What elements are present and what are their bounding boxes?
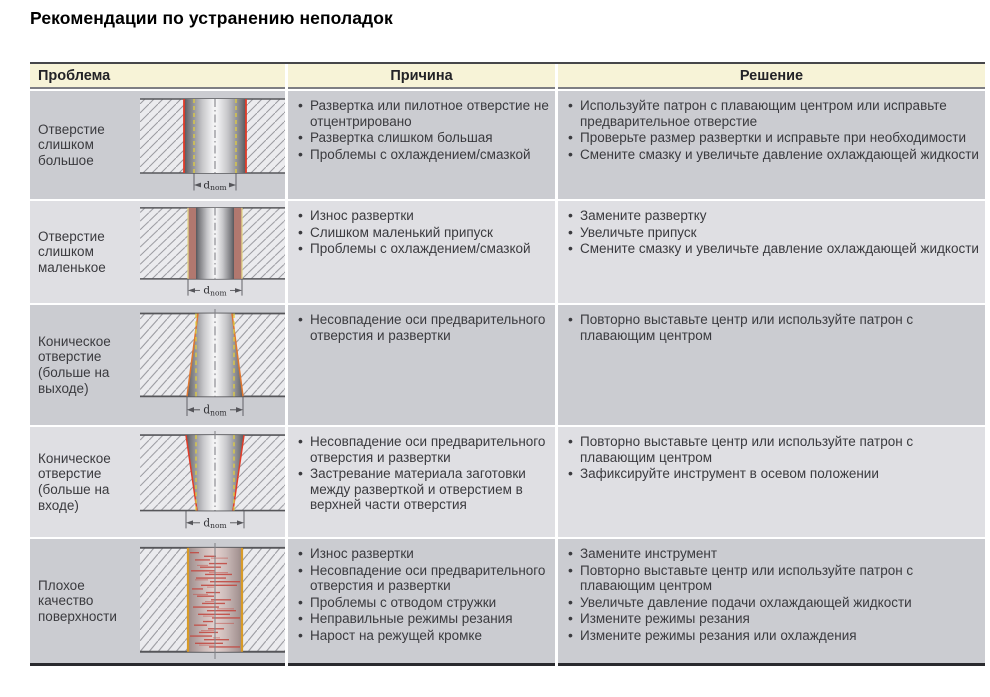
dnom-dimension-label: dnom [203, 517, 227, 531]
solution-list [558, 305, 985, 348]
page-title: Рекомендации по устранению неполадок [30, 8, 393, 28]
column-header-cause: Причина [288, 64, 555, 89]
taper-larger-at-exit-diagram [140, 309, 285, 421]
solution-list [558, 91, 985, 167]
hole-diagram [140, 91, 285, 199]
solution-list [558, 201, 985, 262]
residual-material [234, 208, 242, 279]
dnom-dimension-label: dnom [203, 284, 227, 298]
hole-diagram [140, 427, 285, 537]
table-row [30, 539, 985, 666]
problem-label: Коническое отверстие (больше на выходе) [38, 333, 111, 396]
solution-item: • Увеличьте припуск [567, 225, 979, 241]
cause-item: • Неправильные режимы резания [297, 611, 549, 627]
troubleshooting-table [30, 62, 985, 666]
hole-diagram [140, 201, 285, 303]
solution-item: • Повторно выставьте центр или используйте патрон с плавающим центром [567, 563, 979, 594]
problem-label: Коническое отверстие (больше на входе) [38, 450, 111, 513]
cause-item: • Несовпадение оси предварительного отверстия и развертки [297, 434, 549, 465]
solution-item: • Измените режимы резания [567, 611, 979, 627]
cause-list [288, 91, 555, 167]
problem-label: Отверстие слишком большое [38, 121, 105, 168]
table-row [30, 201, 985, 303]
solution-item: • Замените развертку [567, 208, 979, 224]
column-header-problem: Проблема [30, 64, 285, 89]
table-row [30, 427, 985, 537]
cause-item: • Несовпадение оси предварительного отверстия и развертки [297, 312, 549, 343]
solution-cell [558, 201, 985, 303]
cause-cell [288, 305, 555, 425]
cause-item: • Застревание материала заготовки между разверткой и отверстием в верхней части отверстия [297, 466, 549, 513]
solution-item: • Смените смазку и увеличьте давление охлаждающей жидкости [567, 147, 979, 163]
cause-cell [288, 91, 555, 199]
cause-list [288, 305, 555, 348]
table-body [30, 91, 985, 666]
dnom-dimension-label: dnom [203, 179, 227, 193]
hole-too-small-diagram [140, 204, 285, 300]
table-row [30, 305, 985, 425]
solution-cell [558, 91, 985, 199]
problem-cell [30, 539, 285, 666]
solution-item: • Измените режимы резания или охлаждения [567, 628, 979, 644]
table-header-row [30, 62, 985, 89]
cause-item: • Несовпадение оси предварительного отверстия и развертки [297, 563, 549, 594]
hole-diagram [140, 305, 285, 425]
solution-item: • Повторно выставьте центр или используйте патрон с плавающим центром [567, 434, 979, 465]
cause-item: • Слишком маленький припуск [297, 225, 549, 241]
problem-cell [30, 305, 285, 425]
cause-list [288, 427, 555, 518]
solution-item: • Используйте патрон с плавающим центром или исправьте предварительное отверстие [567, 98, 979, 129]
problem-cell [30, 427, 285, 537]
solution-list [558, 539, 985, 648]
cause-cell [288, 427, 555, 537]
solution-item: • Смените смазку и увеличьте давление охлаждающей жидкости [567, 241, 979, 257]
column-header-solution: Решение [558, 64, 985, 89]
cause-cell [288, 539, 555, 666]
hole-too-large-diagram [140, 95, 285, 195]
cause-item: • Проблемы с охлаждением/смазкой [297, 147, 549, 163]
solution-cell [558, 539, 985, 666]
solution-cell [558, 427, 985, 537]
dnom-dimension-label: dnom [203, 403, 227, 418]
solution-item: • Проверьте размер развертки и исправьте при необходимости [567, 130, 979, 146]
solution-item: • Замените инструмент [567, 546, 979, 562]
solution-item: • Увеличьте давление подачи охлаждающей жидкости [567, 595, 979, 611]
cause-item: • Проблемы с охлаждением/смазкой [297, 241, 549, 257]
cause-item: • Износ развертки [297, 546, 549, 562]
cause-list [288, 201, 555, 262]
cause-item: • Износ развертки [297, 208, 549, 224]
cause-item: • Развертка слишком большая [297, 130, 549, 146]
cause-list [288, 539, 555, 648]
problem-cell [30, 91, 285, 199]
problem-label: Плохое качество поверхности [38, 577, 117, 624]
solution-item: • Повторно выставьте центр или используйте патрон с плавающим центром [567, 312, 979, 343]
table-row [30, 91, 985, 199]
hole-diagram [140, 539, 285, 663]
problem-cell [30, 201, 285, 303]
cause-item: • Развертка или пилотное отверстие не отцентрировано [297, 98, 549, 129]
poor-surface-finish-diagram [140, 543, 285, 659]
solution-item: • Зафиксируйте инструмент в осевом положении [567, 466, 979, 482]
solution-list [558, 427, 985, 487]
cause-item: • Нарост на режущей кромке [297, 628, 549, 644]
solution-cell [558, 305, 985, 425]
cause-item: • Проблемы с отводом стружки [297, 595, 549, 611]
taper-larger-at-entry-diagram [140, 431, 285, 533]
cause-cell [288, 201, 555, 303]
problem-label: Отверстие слишком маленькое [38, 228, 106, 275]
residual-material [188, 208, 196, 279]
